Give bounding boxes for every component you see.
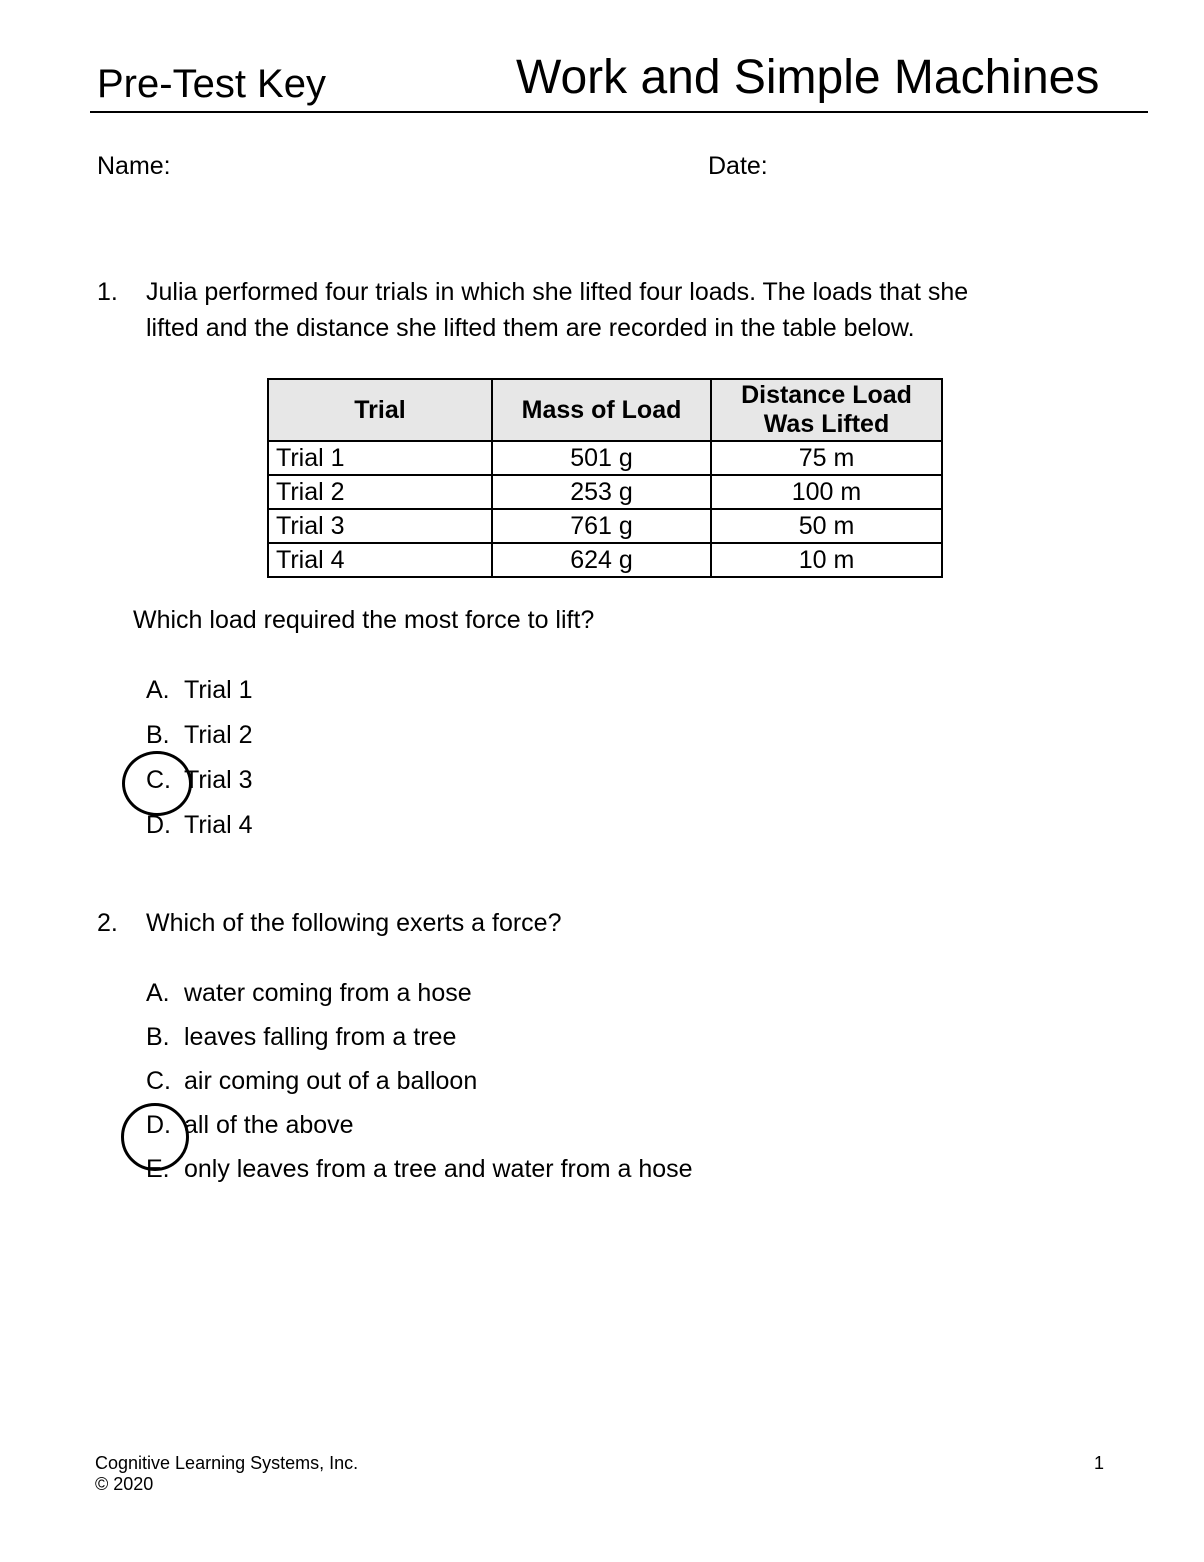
q1-option-d-text: Trial 4 [184, 811, 253, 839]
q2-option-e-text: only leaves from a tree and water from a hose [184, 1155, 693, 1183]
table-row [268, 509, 942, 543]
q2-option-a-label: A. [146, 979, 170, 1007]
q1-option-b [146, 723, 253, 748]
col-header-distance: Distance Load Was Lifted [711, 379, 942, 441]
q2-option-b-text: leaves falling from a tree [184, 1023, 457, 1051]
cell-trial-1-distance: 75 m [711, 441, 942, 475]
table-row [268, 543, 942, 577]
trial-table-header-row [268, 379, 942, 441]
q1-option-a-label: A. [146, 676, 170, 704]
cell-trial-2: Trial 2 [268, 475, 492, 509]
q2-option-b [146, 1025, 456, 1050]
footer-page-number: 1 [1094, 1453, 1105, 1473]
header-rule [90, 111, 1148, 113]
answer-circle-q1-choice-c [122, 751, 192, 816]
cell-trial-1-mass: 501 g [492, 441, 711, 475]
question-1-text-line-1: Julia performed four trials in which she lifted four loads. The loads that she [146, 278, 969, 306]
question-1-subquestion: Which load required the most force to lift? [133, 606, 595, 634]
q1-option-b-label: B. [146, 721, 170, 749]
document-type-title: Pre-Test Key [97, 62, 326, 106]
page-title: Work and Simple Machines [516, 51, 1100, 104]
name-label: Name: [97, 152, 171, 180]
q2-option-c-label: C. [146, 1067, 171, 1095]
q1-option-c-label: C. [146, 766, 171, 794]
question-1-text [146, 274, 968, 346]
question-1-text-line-2: lifted and the distance she lifted them are recorded in the table below. [146, 314, 915, 342]
cell-trial-2-mass: 253 g [492, 475, 711, 509]
footer-copyright: © 2020 [95, 1474, 154, 1494]
cell-trial-3-distance: 50 m [711, 509, 942, 543]
col-header-mass: Mass of Load [492, 379, 711, 441]
q2-option-a [146, 981, 472, 1006]
footer-company: Cognitive Learning Systems, Inc. [95, 1453, 359, 1473]
q2-option-b-label: B. [146, 1023, 170, 1051]
cell-trial-4-distance: 10 m [711, 543, 942, 577]
q2-option-d-text: all of the above [184, 1111, 354, 1139]
q2-option-d-label: D. [146, 1111, 171, 1139]
q2-option-e [146, 1157, 693, 1182]
question-1-number: 1. [97, 278, 118, 306]
table-row [268, 441, 942, 475]
q2-option-e-label: E. [146, 1155, 170, 1183]
cell-trial-1: Trial 1 [268, 441, 492, 475]
trial-table [267, 378, 943, 578]
q2-option-c [146, 1069, 477, 1094]
cell-trial-3: Trial 3 [268, 509, 492, 543]
q1-option-a-text: Trial 1 [184, 676, 253, 704]
date-label: Date: [708, 152, 768, 180]
q1-option-c-text: Trial 3 [184, 766, 253, 794]
q2-option-c-text: air coming out of a balloon [184, 1067, 478, 1095]
cell-trial-4-mass: 624 g [492, 543, 711, 577]
cell-trial-3-mass: 761 g [492, 509, 711, 543]
table-row [268, 475, 942, 509]
q1-option-d [146, 813, 253, 838]
q1-option-a [146, 678, 253, 703]
question-2-text: Which of the following exerts a force? [146, 909, 562, 937]
question-2-number: 2. [97, 909, 118, 937]
cell-trial-2-distance: 100 m [711, 475, 942, 509]
q1-option-d-label: D. [146, 811, 171, 839]
q2-option-a-text: water coming from a hose [184, 979, 472, 1007]
q1-option-b-text: Trial 2 [184, 721, 253, 749]
cell-trial-4: Trial 4 [268, 543, 492, 577]
col-header-trial: Trial [268, 379, 492, 441]
answer-circle-q2-choice-d [121, 1103, 189, 1171]
